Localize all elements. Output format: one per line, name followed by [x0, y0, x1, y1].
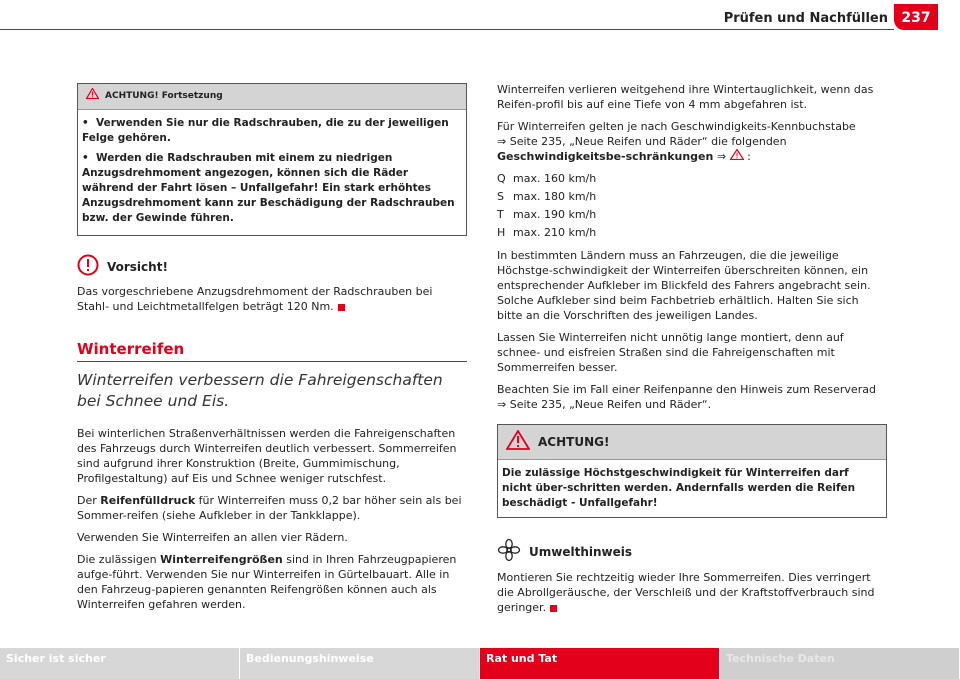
header-rule [0, 29, 894, 30]
footer-tab-bedienung[interactable]: Bedienungshinweise [240, 648, 480, 679]
caution-title: Vorsicht! [107, 259, 168, 274]
left-column [77, 83, 467, 619]
right-column [497, 82, 887, 622]
footer-tab-technische-daten[interactable]: Technische Daten [720, 648, 960, 679]
section-title: Winterreifen [77, 342, 467, 362]
warning-continued-body [78, 110, 466, 235]
paragraph: Bei winterlichen Straßenverhältnissen werden die Fahreigenschaften des Fahrzeugs durch Winterreifen deutlich verbessert. Sommerreifen sind aufgrund ihrer Konstruktion (Breite, Gummimischung, Profilgestaltung) auf Eis und Schnee weniger rutschfest. [77, 427, 457, 485]
section-subtitle: Winterreifen verbessern die Fahreigenschaften bei Schnee und Eis. [77, 371, 443, 410]
environment-title: Umwelthinweis [529, 544, 633, 559]
environment-heading [497, 538, 887, 566]
speed-limit-list [497, 170, 887, 242]
paragraph: Die zulässigen Winterreifengrößen sind in Ihren Fahrzeugpapieren aufge-führt. Verwenden Sie nur Winterreifen in Gürtelbauart. Alle in den Fahrzeug-papieren genannten Reifengrößen können auch als Winterreifen gefahren werden. [77, 553, 457, 611]
warning-continued-heading: ACHTUNG! Fortsetzung [105, 91, 223, 101]
warning-triangle-icon [506, 430, 530, 454]
caution-heading [77, 254, 467, 280]
paragraph: Verwenden Sie Winterreifen an allen vier Rädern. [77, 531, 348, 544]
caution-icon [77, 254, 99, 280]
environment-flower-icon [497, 538, 521, 566]
warning-triangle-icon [86, 88, 99, 105]
page-header-title: Prüfen und Nachfüllen [723, 11, 888, 26]
paragraph: In bestimmten Ländern muss an Fahrzeugen, die die jeweilige Höchstge-schwindigkeit der Winterreifen überschreiten können, ein entsprechender Aufkleber im Blickfeld des Fahrers angebracht sein. Solche Aufkleber sind beim Fachbetrieb erhältlich. Halten Sie sich bitte an die Vorschriften des jeweiligen Landes. [497, 249, 871, 322]
paragraph: Lassen Sie Winterreifen nicht unnötig lange montiert, denn auf schnee- und eisfreien Straßen sind die Fahreigenschaften mit Sommerreifen besser. [497, 331, 844, 374]
list-item: S max. 180 km/h [497, 190, 597, 203]
paragraph: Winterreifen verlieren weitgehend ihre Wintertauglichkeit, wenn das Reifen-profil bis auf eine Tiefe von 4 mm abgefahren ist. [497, 83, 874, 111]
footer-nav [0, 648, 960, 679]
footer-tab-rat-und-tat[interactable]: Rat und Tat [480, 648, 720, 679]
page-reference-link[interactable]: ⇒ Seite 235, „Neue Reifen und Räder“. [497, 398, 712, 411]
page-number: 237 [894, 4, 938, 30]
warning-triangle-icon [730, 150, 748, 163]
warning-bullet: • Werden die Radschrauben mit einem zu niedrigen Anzugsdrehmoment angezogen, können sich die Räder während der Fahrt lösen – Unfallgefahr! Ein stark erhöhtes Anzugsdrehmoment kann zur Beschädigung der Radschrauben bzw. der Gewinde führen. [82, 152, 455, 224]
list-item: T max. 190 km/h [497, 208, 597, 221]
end-marker-icon [338, 304, 345, 311]
list-item: H max. 210 km/h [497, 226, 597, 239]
achtung-heading: ACHTUNG! [538, 434, 610, 449]
achtung-text: Die zulässige Höchstgeschwindigkeit für Winterreifen darf nicht über-schritten werden. Andernfalls werden die Reifen beschädigt - Unfallgefahr! [502, 467, 856, 509]
footer-tab-sicher[interactable]: Sicher ist sicher [0, 648, 240, 679]
caution-text: Das vorgeschriebene Anzugsdrehmoment der Radschrauben bei Stahl- und Leichtmetallfelgen beträgt 120 Nm. [77, 285, 433, 313]
paragraph: Beachten Sie im Fall einer Reifenpanne den Hinweis zum Reserverad ⇒ Seite 235, „Neue Reifen und Räder“. [497, 383, 876, 411]
page-reference-link[interactable]: ⇒ Seite 235, „Neue Reifen und Räder“ die folgenden [497, 135, 787, 148]
environment-text: Montieren Sie rechtzeitig wieder Ihre Sommerreifen. Dies verringert die Abrollgeräusche, der Verschleiß und der Kraftstoffverbrauch sind geringer. [497, 571, 875, 614]
paragraph: Der Reifenfülldruck für Winterreifen muss 0,2 bar höher sein als bei Sommer-reifen (siehe Aufkleber in der Tankklappe). [77, 494, 462, 522]
list-item: Q max. 160 km/h [497, 172, 597, 185]
achtung-box [497, 424, 887, 518]
warning-continued-box [77, 83, 467, 236]
achtung-header [498, 425, 886, 460]
warning-bullet: • Verwenden Sie nur die Radschrauben, die zu der jeweiligen Felge gehören. [82, 117, 449, 144]
warning-continued-header [78, 84, 466, 110]
paragraph: Für Winterreifen gelten je nach Geschwindigkeits-Kennbuchstabe ⇒ Seite 235, „Neue Reifen und Räder“ die folgenden Geschwindigkeitsbe-schränkungen ⇒ : [497, 120, 856, 163]
end-marker-icon [550, 605, 557, 612]
